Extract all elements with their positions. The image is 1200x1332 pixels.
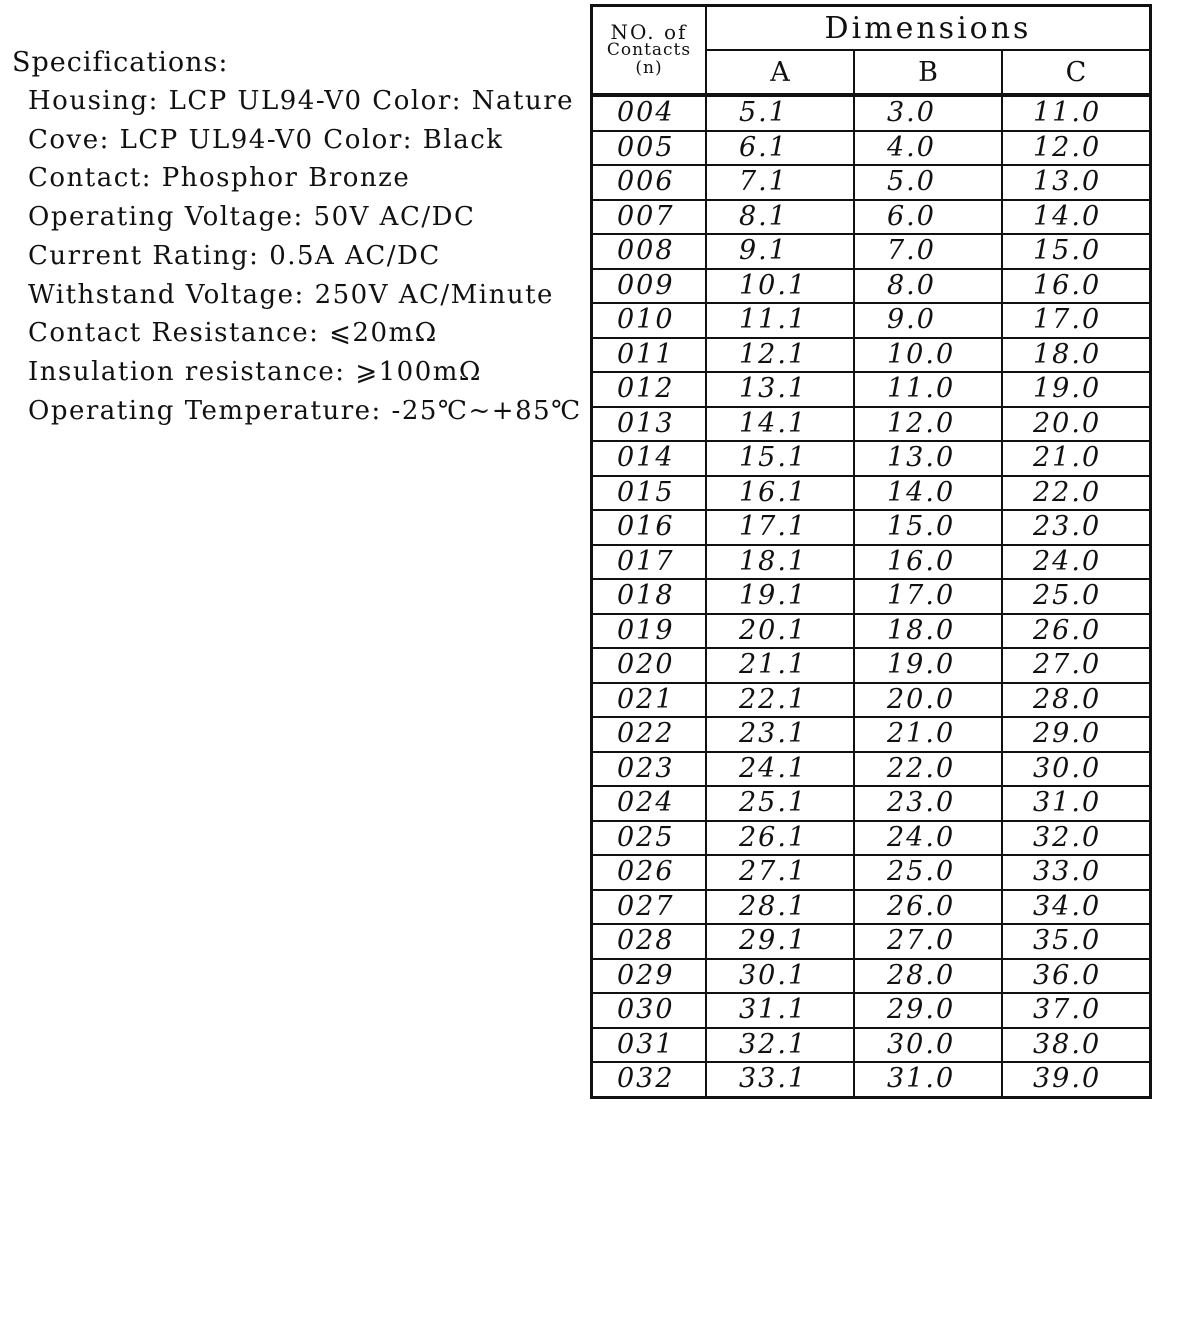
cell-dim-b: 15.0 <box>854 510 1002 545</box>
cell-contacts: 026 <box>592 855 707 890</box>
cell-contacts: 011 <box>592 338 707 373</box>
cell-dim-a: 13.1 <box>706 372 854 407</box>
spec-insulation-resistance: Insulation resistance: ⩾100mΩ <box>28 356 482 387</box>
cell-contacts: 031 <box>592 1028 707 1063</box>
cell-dim-c: 11.0 <box>1002 95 1151 131</box>
cell-dim-a: 29.1 <box>706 924 854 959</box>
cell-dim-c: 20.0 <box>1002 407 1151 442</box>
cell-dim-b: 23.0 <box>854 786 1002 821</box>
cell-dim-a: 8.1 <box>706 200 854 235</box>
cell-dim-a: 27.1 <box>706 855 854 890</box>
cell-contacts: 006 <box>592 165 707 200</box>
cell-dim-b: 18.0 <box>854 614 1002 649</box>
cell-dim-b: 16.0 <box>854 545 1002 580</box>
table-row <box>592 717 1151 752</box>
cell-dim-b: 8.0 <box>854 269 1002 304</box>
spec-operating-voltage: Operating Voltage: 50V AC/DC <box>28 202 476 233</box>
cell-dim-a: 24.1 <box>706 752 854 787</box>
spec-contact-resistance: Contact Resistance: ⩽20mΩ <box>28 318 438 349</box>
cell-dim-c: 37.0 <box>1002 993 1151 1028</box>
cell-dim-a: 20.1 <box>706 614 854 649</box>
table-row <box>592 165 1151 200</box>
cell-dim-b: 3.0 <box>854 95 1002 131</box>
cell-dim-a: 23.1 <box>706 717 854 752</box>
cell-dim-b: 9.0 <box>854 303 1002 338</box>
cell-contacts: 022 <box>592 717 707 752</box>
cell-contacts: 019 <box>592 614 707 649</box>
table-row <box>592 786 1151 821</box>
table-row <box>592 303 1151 338</box>
cell-dim-c: 15.0 <box>1002 234 1151 269</box>
cell-dim-c: 27.0 <box>1002 648 1151 683</box>
cell-dim-c: 12.0 <box>1002 131 1151 166</box>
cell-dim-b: 10.0 <box>854 338 1002 373</box>
cell-dim-a: 11.1 <box>706 303 854 338</box>
cell-dim-b: 27.0 <box>854 924 1002 959</box>
cell-dim-a: 26.1 <box>706 821 854 856</box>
cell-dim-a: 14.1 <box>706 407 854 442</box>
table-row <box>592 890 1151 925</box>
cell-dim-c: 26.0 <box>1002 614 1151 649</box>
cell-dim-c: 32.0 <box>1002 821 1151 856</box>
cell-dim-a: 33.1 <box>706 1062 854 1097</box>
table-row <box>592 131 1151 166</box>
cell-dim-b: 13.0 <box>854 441 1002 476</box>
cell-dim-c: 33.0 <box>1002 855 1151 890</box>
table-row <box>592 855 1151 890</box>
cell-dim-b: 6.0 <box>854 200 1002 235</box>
table-row <box>592 95 1151 131</box>
cell-dim-a: 6.1 <box>706 131 854 166</box>
cell-contacts: 027 <box>592 890 707 925</box>
table-row <box>592 200 1151 235</box>
table-row <box>592 959 1151 994</box>
table-row <box>592 441 1151 476</box>
cell-dim-c: 18.0 <box>1002 338 1151 373</box>
cell-dim-b: 12.0 <box>854 407 1002 442</box>
cell-dim-c: 36.0 <box>1002 959 1151 994</box>
cell-dim-a: 17.1 <box>706 510 854 545</box>
cell-contacts: 010 <box>592 303 707 338</box>
cell-dim-b: 26.0 <box>854 890 1002 925</box>
table-row <box>592 924 1151 959</box>
cell-dim-b: 17.0 <box>854 579 1002 614</box>
cell-contacts: 004 <box>592 95 707 131</box>
cell-dim-a: 18.1 <box>706 545 854 580</box>
header-column-a: A <box>706 50 854 95</box>
table-row <box>592 338 1151 373</box>
spec-withstand-voltage: Withstand Voltage: 250V AC/Minute <box>28 279 554 310</box>
cell-dim-b: 4.0 <box>854 131 1002 166</box>
table-row <box>592 1028 1151 1063</box>
header-contacts <box>592 6 707 96</box>
cell-contacts: 028 <box>592 924 707 959</box>
cell-contacts: 020 <box>592 648 707 683</box>
spec-current-rating: Current Rating: 0.5A AC/DC <box>28 240 441 271</box>
cell-dim-b: 31.0 <box>854 1062 1002 1097</box>
table-row <box>592 614 1151 649</box>
table-row <box>592 510 1151 545</box>
specifications-list <box>12 82 582 430</box>
cell-dim-a: 31.1 <box>706 993 854 1028</box>
dimensions-table-body <box>592 95 1151 1097</box>
table-row <box>592 821 1151 856</box>
table-row <box>592 648 1151 683</box>
cell-dim-a: 5.1 <box>706 95 854 131</box>
table-row <box>592 545 1151 580</box>
cell-contacts: 030 <box>592 993 707 1028</box>
cell-dim-a: 28.1 <box>706 890 854 925</box>
cell-dim-b: 20.0 <box>854 683 1002 718</box>
cell-dim-b: 5.0 <box>854 165 1002 200</box>
cell-dim-c: 23.0 <box>1002 510 1151 545</box>
table-row <box>592 993 1151 1028</box>
cell-contacts: 013 <box>592 407 707 442</box>
header-contacts-line-1: NO. of <box>610 20 688 44</box>
cell-dim-c: 17.0 <box>1002 303 1151 338</box>
cell-dim-c: 25.0 <box>1002 579 1151 614</box>
cell-dim-c: 14.0 <box>1002 200 1151 235</box>
cell-contacts: 024 <box>592 786 707 821</box>
cell-dim-c: 22.0 <box>1002 476 1151 511</box>
cell-dim-b: 21.0 <box>854 717 1002 752</box>
cell-contacts: 015 <box>592 476 707 511</box>
cell-dim-b: 7.0 <box>854 234 1002 269</box>
cell-contacts: 032 <box>592 1062 707 1097</box>
cell-contacts: 021 <box>592 683 707 718</box>
header-contacts-line-3: (n) <box>635 58 663 78</box>
dimensions-table-header <box>592 6 1151 96</box>
cell-contacts: 005 <box>592 131 707 166</box>
cell-contacts: 008 <box>592 234 707 269</box>
specifications-block <box>12 44 582 430</box>
cell-contacts: 007 <box>592 200 707 235</box>
cell-dim-a: 9.1 <box>706 234 854 269</box>
table-row <box>592 1062 1151 1097</box>
dimensions-table <box>590 4 1152 1099</box>
cell-dim-a: 21.1 <box>706 648 854 683</box>
cell-dim-b: 24.0 <box>854 821 1002 856</box>
cell-dim-c: 38.0 <box>1002 1028 1151 1063</box>
cell-contacts: 018 <box>592 579 707 614</box>
cell-dim-c: 31.0 <box>1002 786 1151 821</box>
table-row <box>592 234 1151 269</box>
cell-dim-c: 28.0 <box>1002 683 1151 718</box>
cell-dim-c: 30.0 <box>1002 752 1151 787</box>
cell-contacts: 009 <box>592 269 707 304</box>
cell-contacts: 012 <box>592 372 707 407</box>
cell-dim-b: 19.0 <box>854 648 1002 683</box>
cell-dim-a: 10.1 <box>706 269 854 304</box>
cell-dim-b: 29.0 <box>854 993 1002 1028</box>
cell-dim-c: 24.0 <box>1002 545 1151 580</box>
cell-dim-a: 15.1 <box>706 441 854 476</box>
cell-dim-b: 30.0 <box>854 1028 1002 1063</box>
cell-dim-b: 25.0 <box>854 855 1002 890</box>
table-row <box>592 752 1151 787</box>
cell-dim-a: 32.1 <box>706 1028 854 1063</box>
table-row <box>592 372 1151 407</box>
cell-contacts: 025 <box>592 821 707 856</box>
cell-contacts: 023 <box>592 752 707 787</box>
cell-dim-c: 16.0 <box>1002 269 1151 304</box>
cell-dim-c: 35.0 <box>1002 924 1151 959</box>
header-column-b: B <box>854 50 1002 95</box>
header-contacts-line-2: Contacts <box>606 40 692 60</box>
cell-dim-c: 21.0 <box>1002 441 1151 476</box>
cell-dim-c: 13.0 <box>1002 165 1151 200</box>
cell-dim-b: 22.0 <box>854 752 1002 787</box>
specifications-title: Specifications: <box>12 47 229 78</box>
cell-dim-a: 22.1 <box>706 683 854 718</box>
header-dimensions: Dimensions <box>706 6 1151 51</box>
table-row <box>592 476 1151 511</box>
table-row <box>592 683 1151 718</box>
cell-dim-a: 25.1 <box>706 786 854 821</box>
cell-dim-b: 28.0 <box>854 959 1002 994</box>
table-row <box>592 269 1151 304</box>
cell-dim-a: 30.1 <box>706 959 854 994</box>
cell-dim-c: 34.0 <box>1002 890 1151 925</box>
cell-dim-a: 7.1 <box>706 165 854 200</box>
spec-housing: Housing: LCP UL94-V0 Color: Nature <box>28 86 575 116</box>
spec-cover: Cove: LCP UL94-V0 Color: Black <box>28 124 504 155</box>
spec-operating-temperature: Operating Temperature: -25℃~+85℃ <box>28 395 582 426</box>
spec-contact-material: Contact: Phosphor Bronze <box>28 163 411 194</box>
cell-dim-b: 11.0 <box>854 372 1002 407</box>
table-row <box>592 407 1151 442</box>
cell-contacts: 014 <box>592 441 707 476</box>
cell-dim-a: 16.1 <box>706 476 854 511</box>
cell-dim-a: 19.1 <box>706 579 854 614</box>
cell-dim-c: 29.0 <box>1002 717 1151 752</box>
cell-contacts: 016 <box>592 510 707 545</box>
cell-contacts: 017 <box>592 545 707 580</box>
table-row <box>592 579 1151 614</box>
cell-dim-c: 39.0 <box>1002 1062 1151 1097</box>
cell-dim-b: 14.0 <box>854 476 1002 511</box>
cell-dim-a: 12.1 <box>706 338 854 373</box>
cell-contacts: 029 <box>592 959 707 994</box>
cell-dim-c: 19.0 <box>1002 372 1151 407</box>
header-column-c: C <box>1002 50 1151 95</box>
